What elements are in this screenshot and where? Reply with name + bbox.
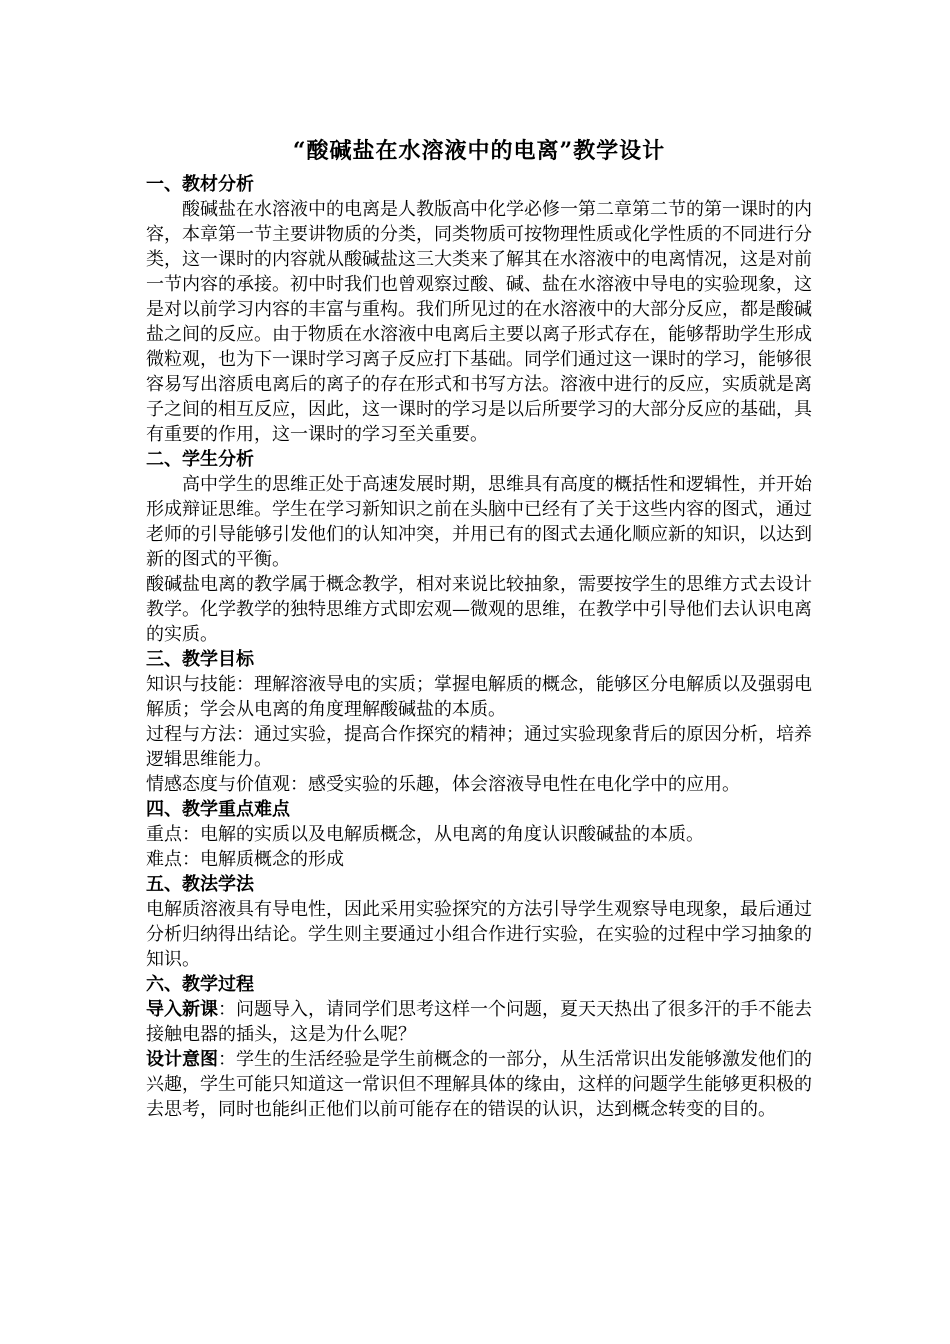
paragraph-goal-attitude: 情感态度与价值观：感受实验的乐趣，体会溶液导电性在电化学中的应用。 (146, 774, 740, 795)
paragraph-design-intent (146, 1047, 812, 1122)
paragraph-goal-process: 过程与方法：通过实验，提高合作探究的精神；通过实验现象背后的原因分析，培养逻辑思维能力。 (146, 724, 812, 770)
text-introduction: ：问题导入，请同学们思考这样一个问题，夏天天热出了很多汗的手不能去接触电器的插头，这是为什么呢？ (146, 999, 812, 1045)
section-heading-key-points: 四、教学重点难点 (146, 799, 290, 820)
section-heading-student-analysis: 二、学生分析 (146, 449, 254, 470)
paragraph-goal-knowledge: 知识与技能：理解溶液导电的实质；掌握电解质的概念，能够区分电解质以及强弱电解质；学会从电离的角度理解酸碱盐的本质。 (146, 674, 812, 720)
text-design-intent: ：学生的生活经验是学生前概念的一部分，从生活常识出发能够激发他们的兴趣，学生可能只知道这一常识但不理解具体的缘由，这样的问题学生能够更积极的去思考，同时也能纠正他们以前可能存在的错误的认识，达到概念转变的目的。 (146, 1049, 812, 1120)
section-heading-teaching-goals: 三、教学目标 (146, 649, 254, 670)
label-design-intent: 设计意图 (146, 1049, 218, 1070)
paragraph-key-point: 重点：电解的实质以及电解质概念，从电离的角度认识酸碱盐的本质。 (146, 824, 704, 845)
document-page (146, 136, 812, 1122)
paragraph-difficult-point: 难点：电解质概念的形成 (146, 849, 344, 870)
paragraph-textbook-analysis: 酸碱盐在水溶液中的电离是人教版高中化学必修一第二章第二节的第一课时的内容，本章第一节主要讲物质的分类，同类物质可按物理性质或化学性质的不同进行分类，这一课时的内容就从酸碱盐这三大类来了解其在水溶液中的电离情况，这是对前一节内容的承接。初中时我们也曾观察过酸、碱、盐在水溶液中导电的实验现象，这是对以前学习内容的丰富与重构。我们所见过的在水溶液中的大部分反应，都是酸碱盐之间的反应。由于物质在水溶液中电离后主要以离子形式存在，能够帮助学生形成微粒观，也为下一课时学习离子反应打下基础。同学们通过这一课时的学习，能够很容易写出溶质电离后的离子的存在形式和书写方法。溶液中进行的反应，实质就是离子之间的相互反应，因此，这一课时的学习是以后所要学习的大部分反应的基础，具有重要的作用，这一课时的学习至关重要。 (146, 199, 812, 445)
section-heading-methods: 五、教法学法 (146, 874, 254, 895)
paragraph-student-analysis-2: 酸碱盐电离的教学属于概念教学，相对来说比较抽象，需要按学生的思维方式去设计教学。化学教学的独特思维方式即宏观—微观的思维，在教学中引导他们去认识电离的实质。 (146, 574, 812, 645)
label-introduction: 导入新课 (146, 999, 218, 1020)
paragraph-introduction (146, 997, 812, 1047)
document-title: “酸碱盐在水溶液中的电离”教学设计 (292, 138, 666, 164)
paragraph-student-analysis-1: 高中学生的思维正处于高速发展时期，思维具有高度的概括性和逻辑性，并开始形成辩证思维。学生在学习新知识之前在头脑中已经有了关于这些内容的图式，通过老师的引导能够引发他们的认知冲突，并用已有的图式去通化顺应新的知识，以达到新的图式的平衡。 (146, 474, 812, 570)
paragraph-methods: 电解质溶液具有导电性，因此采用实验探究的方法引导学生观察导电现象，最后通过分析归纳得出结论。学生则主要通过小组合作进行实验，在实验的过程中学习抽象的知识。 (146, 899, 812, 970)
section-heading-textbook-analysis: 一、教材分析 (146, 174, 254, 195)
section-heading-teaching-process: 六、教学过程 (146, 974, 254, 995)
